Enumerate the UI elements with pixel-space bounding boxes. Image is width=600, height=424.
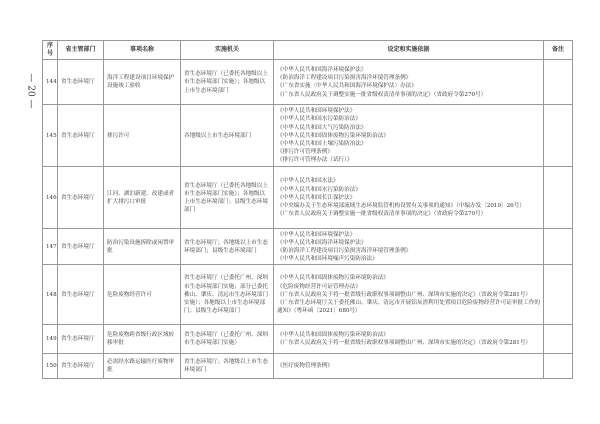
basis-line: 《中华人民共和国固体废物污染环境防治法》 (277, 132, 389, 139)
row-dept: 省生态环境厅 (58, 325, 104, 354)
row-item-name: 海洋工程建设项目环境保护设施竣工验收 (104, 60, 181, 105)
table-row (43, 167, 573, 229)
basis-line: 《医疗废物管理条例》 (277, 363, 333, 370)
row-agency: 省生态环境厅；各地级以上市生态环境部门；县级生态环境部门 (181, 229, 274, 265)
basis-line: 《中华人民共和国水法》 (277, 178, 339, 185)
row-dept: 省生态环境厅 (58, 229, 104, 265)
basis-line: 《中华人民共和国环境噪声污染防治法》 (277, 256, 378, 263)
basis-line: 《危险废物经营许可证管理办法》 (277, 283, 361, 290)
header-no: 序号 (43, 41, 58, 60)
basis-line: 《广东省人民政府关于将一批省级行政职权事项调整由广州、深圳市实施的决定》（省政府令第281号） (277, 291, 532, 298)
basis-line: 《中华人民共和国固体废物污染环境防治法》 (277, 275, 389, 282)
table-row (43, 105, 573, 167)
table-row (43, 229, 573, 265)
row-item-name: 必需经水路运输医疗废物审批 (104, 354, 181, 379)
basis-line: 《广东省人民政府关于调整实施一批省级权责清单事项的决定》（省政府令第270号） (277, 211, 487, 218)
row-basis (274, 60, 544, 105)
table-row (43, 265, 573, 325)
basis-line: 《广东省人民政府关于将一批省级行政职权事项调整由广州、深圳市实施的决定》（省政府令第281号） (277, 340, 532, 347)
row-number: 146 (43, 167, 58, 229)
basis-line: 《中华人民共和国土壤污染防治法》 (277, 141, 367, 147)
table-row (43, 60, 573, 105)
row-agency: 省生态环境厅（已委托各地级以上市生态环境部门实施）；各地级以上市生态环境部门 (181, 60, 274, 105)
row-note (544, 325, 573, 354)
row-basis (274, 167, 544, 229)
row-number: 150 (43, 354, 58, 379)
basis-line: 《广东省实施〈中华人民共和国海洋环境保护法〉办法》 (277, 83, 417, 90)
basis-line: 《中华人民共和国海洋环境保护法》 (277, 67, 367, 73)
row-agency: 省生态环境厅（已委托广州、深圳市生态环境部门实施） (181, 325, 274, 354)
row-note (544, 167, 573, 229)
row-agency: 省生态环境厅；各地级以上市生态环境部门 (181, 354, 274, 379)
row-agency: 各地级以上市生态环境部门 (181, 105, 274, 167)
row-dept: 省生态环境厅 (58, 60, 104, 105)
row-dept: 省生态环境厅 (58, 167, 104, 229)
basis-line: 《中华人民共和国长江保护法》 (277, 194, 356, 201)
row-note (544, 354, 573, 379)
row-note (544, 229, 573, 265)
header-agency: 实施机关 (181, 41, 274, 60)
row-number: 147 (43, 229, 58, 265)
row-dept: 省生态环境厅 (58, 265, 104, 325)
row-agency: 省生态环境厅（已委托各地级以上市生态环境部门实施）；各地级以上市生态环境部门；县级生态环境部门 (181, 167, 274, 229)
row-note (544, 265, 573, 325)
header-item: 事项名称 (104, 41, 181, 60)
row-agency: 省生态环境厅（已委托广州、深圳市生态环境部门实施；部分已委托佛山、肇庆、清远市生态环境部门实施）；各地级以上市生态环境部门；县级生态环境部门 (181, 265, 274, 325)
row-note (544, 105, 573, 167)
row-basis (274, 354, 544, 379)
row-number: 144 (43, 60, 58, 105)
basis-line: 《中华人民共和国环境保护法》 (277, 108, 356, 115)
row-dept: 省生态环境厅 (58, 105, 104, 167)
basis-line: 《中央编办关于生态环境部流域生态环境监管机构设置有关事项的通知》（中编办发〔2019〕26号） (277, 203, 525, 209)
basis-line: 《中华人民共和国海洋环境保护法》 (277, 239, 367, 246)
items-table (42, 40, 573, 379)
row-item-name: 防治污染设施拆除或闲置审批 (104, 229, 181, 265)
row-note (544, 60, 573, 105)
page-number: — 20 — (26, 73, 36, 109)
row-item-name: 危险废物经营许可 (104, 265, 181, 325)
row-number: 149 (43, 325, 58, 354)
basis-line: 《排污许可管理条例》 (277, 149, 333, 156)
basis-line: 《中华人民共和国大气污染防治法》 (277, 124, 367, 131)
row-basis (274, 229, 544, 265)
table-row (43, 354, 573, 379)
basis-line: 《中华人民共和国固体废物污染环境防治法》 (277, 332, 389, 339)
header-basis: 设定和实施依据 (274, 41, 544, 60)
basis-line: 《中华人民共和国水污染防治法》 (277, 186, 361, 193)
row-basis (274, 105, 544, 167)
row-number: 145 (43, 105, 58, 167)
table-row (43, 325, 573, 354)
basis-line: 《广东省人民政府关于调整实施一批省级权责清单事项的决定》（省政府令第270号） (277, 91, 487, 98)
basis-line: 《排污许可管理办法（试行）》 (277, 157, 353, 164)
row-basis (274, 265, 544, 325)
row-item-name: 排污许可 (104, 105, 181, 167)
row-item-name: 江河、湖泊新建、改建或者扩大排污口审批 (104, 167, 181, 229)
row-number: 148 (43, 265, 58, 325)
table-header-row (43, 41, 573, 60)
basis-line: 《中华人民共和国水污染防治法》 (277, 116, 361, 123)
basis-line: 《中华人民共和国环境保护法》 (277, 231, 356, 238)
basis-line: 《防治海洋工程建设项目污染损害海洋环境管理条例》 (277, 75, 412, 82)
row-item-name: 危险废物跨省级行政区域转移审批 (104, 325, 181, 354)
basis-line: 《广东省生态环境厅关于委托佛山、肇庆、清远市开展铝灰渣利用处置项目危险废物经营许可证审批工作的通知》（粤环函〔2021〕680号） (277, 300, 540, 315)
basis-line: 《防治海洋工程建设项目污染损害海洋环境管理条例》 (277, 247, 412, 254)
row-dept: 省生态环境厅 (58, 354, 104, 379)
header-dept: 省主管部门 (58, 41, 104, 60)
header-note: 备注 (544, 41, 573, 60)
row-basis (274, 325, 544, 354)
